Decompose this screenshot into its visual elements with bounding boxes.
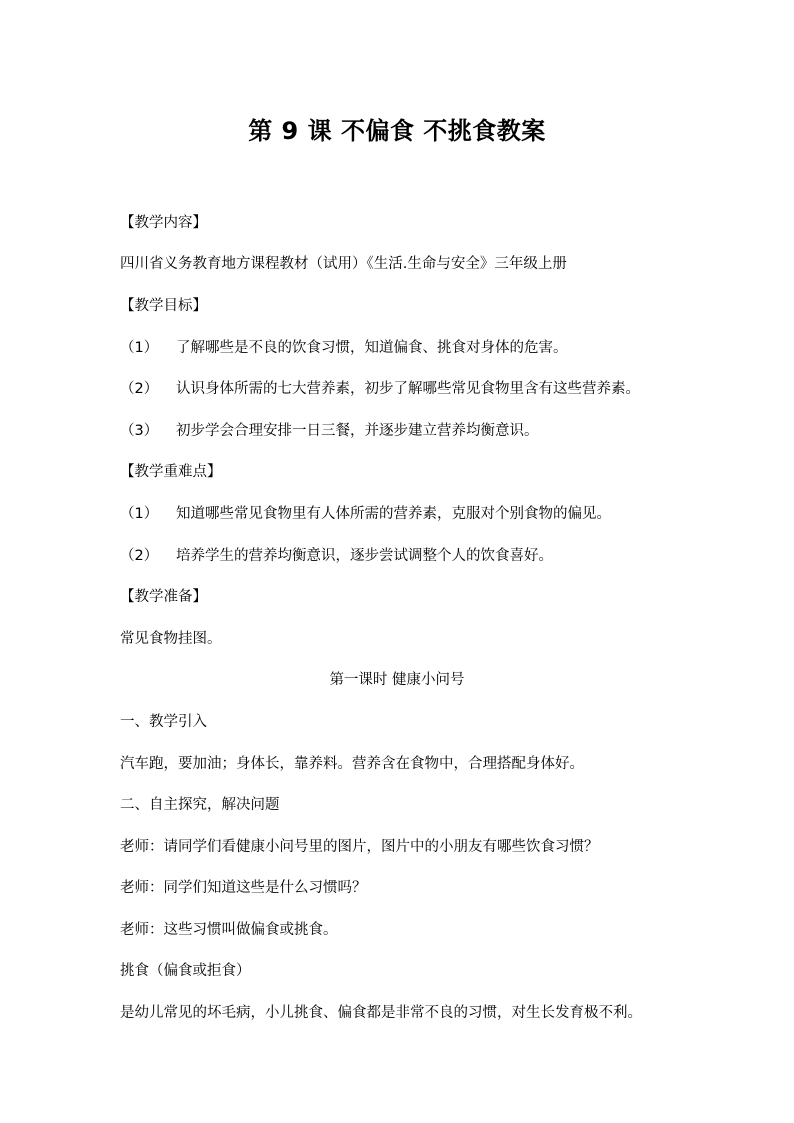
goal-item xyxy=(120,378,720,400)
content-text: 四川省义务教育地方课程教材（试用）《生活.生命与安全》三年级上册 xyxy=(120,256,567,272)
goal-number: （2） xyxy=(120,381,159,397)
goal-text: 认识身体所需的七大营养素，初步了解哪些常见食物里含有这些营养素。 xyxy=(176,381,640,397)
key-point-number: （2） xyxy=(120,548,159,564)
key-point-text: 知道哪些常见食物里有人体所需的营养素，克服对个别食物的偏见。 xyxy=(176,506,611,522)
dialogue-line: 老师：请同学们看健康小问号里的图片，图片中的小朋友有哪些饮食习惯？ xyxy=(120,839,599,855)
lesson-heading: 第一课时 健康小问号 xyxy=(329,672,465,688)
intro-text: 汽车跑，要加油；身体长，靠养料。营养含在食物中，合理搭配身体好。 xyxy=(120,756,584,772)
dialogue-line: 老师：这些习惯叫做偏食或挑食。 xyxy=(120,922,338,938)
section-heading-content: 【教学内容】 xyxy=(120,215,207,231)
explore-heading: 二、自主探究，解决问题 xyxy=(120,797,280,813)
section-heading-goals: 【教学目标】 xyxy=(120,298,207,314)
document-title: 第 9 课 不偏食 不挑食教案 xyxy=(248,117,546,145)
picky-text: 是幼儿常见的坏毛病，小儿挑食、偏食都是非常不良的习惯，对生长发育极不利。 xyxy=(120,1005,642,1021)
goal-text: 了解哪些是不良的饮食习惯，知道偏食、挑食对身体的危害。 xyxy=(176,340,568,356)
dialogue-line: 老师：同学们知道这些是什么习惯吗？ xyxy=(120,880,367,896)
goal-number: （3） xyxy=(120,423,159,439)
section-heading-prep: 【教学准备】 xyxy=(120,589,207,605)
section-heading-key-points: 【教学重难点】 xyxy=(120,464,222,480)
key-point-item xyxy=(120,503,720,525)
prep-text: 常见食物挂图。 xyxy=(120,631,222,647)
goal-item xyxy=(120,337,720,359)
key-point-text: 培养学生的营养均衡意识，逐步尝试调整个人的饮食喜好。 xyxy=(176,548,553,564)
key-point-number: （1） xyxy=(120,506,159,522)
goal-text: 初步学会合理安排一日三餐，并逐步建立营养均衡意识。 xyxy=(176,423,539,439)
goal-number: （1） xyxy=(120,340,159,356)
intro-heading: 一、教学引入 xyxy=(120,714,207,730)
goal-item xyxy=(120,420,720,442)
picky-heading: 挑食（偏食或拒食） xyxy=(120,963,251,979)
key-point-item xyxy=(120,545,720,567)
